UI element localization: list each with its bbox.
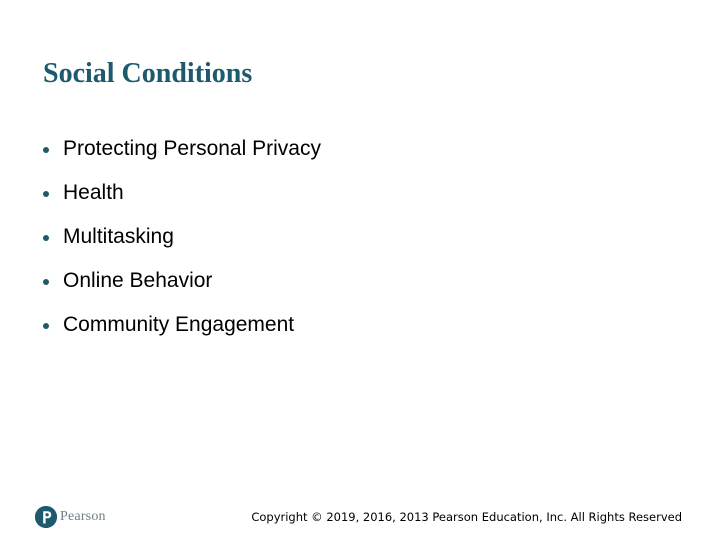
bullet-text: Protecting Personal Privacy: [63, 137, 321, 160]
bullet-dot-icon: [43, 323, 49, 329]
bullet-dot-icon: [43, 147, 49, 153]
bullet-item: [43, 136, 321, 162]
bullet-text: Health: [63, 181, 124, 204]
slide-title: Social Conditions: [43, 58, 253, 89]
bullet-dot-icon: [43, 235, 49, 241]
bullet-item: [43, 224, 321, 250]
bullet-item: [43, 312, 321, 338]
bullet-item: [43, 180, 321, 206]
pearson-logo: [35, 506, 106, 528]
bullet-dot-icon: [43, 279, 49, 285]
pearson-p-glyph-icon: [35, 506, 57, 528]
bullet-list: [43, 136, 321, 356]
bullet-item: [43, 268, 321, 294]
bullet-text: Community Engagement: [63, 313, 295, 336]
bullet-text: Multitasking: [63, 225, 174, 248]
bullet-text: Online Behavior: [63, 269, 213, 292]
pearson-logo-text: Pearson: [60, 509, 106, 524]
copyright-notice: Copyright © 2019, 2016, 2013 Pearson Education, Inc. All Rights Reserved: [251, 510, 682, 524]
pearson-logo-icon: [35, 506, 57, 528]
bullet-dot-icon: [43, 191, 49, 197]
